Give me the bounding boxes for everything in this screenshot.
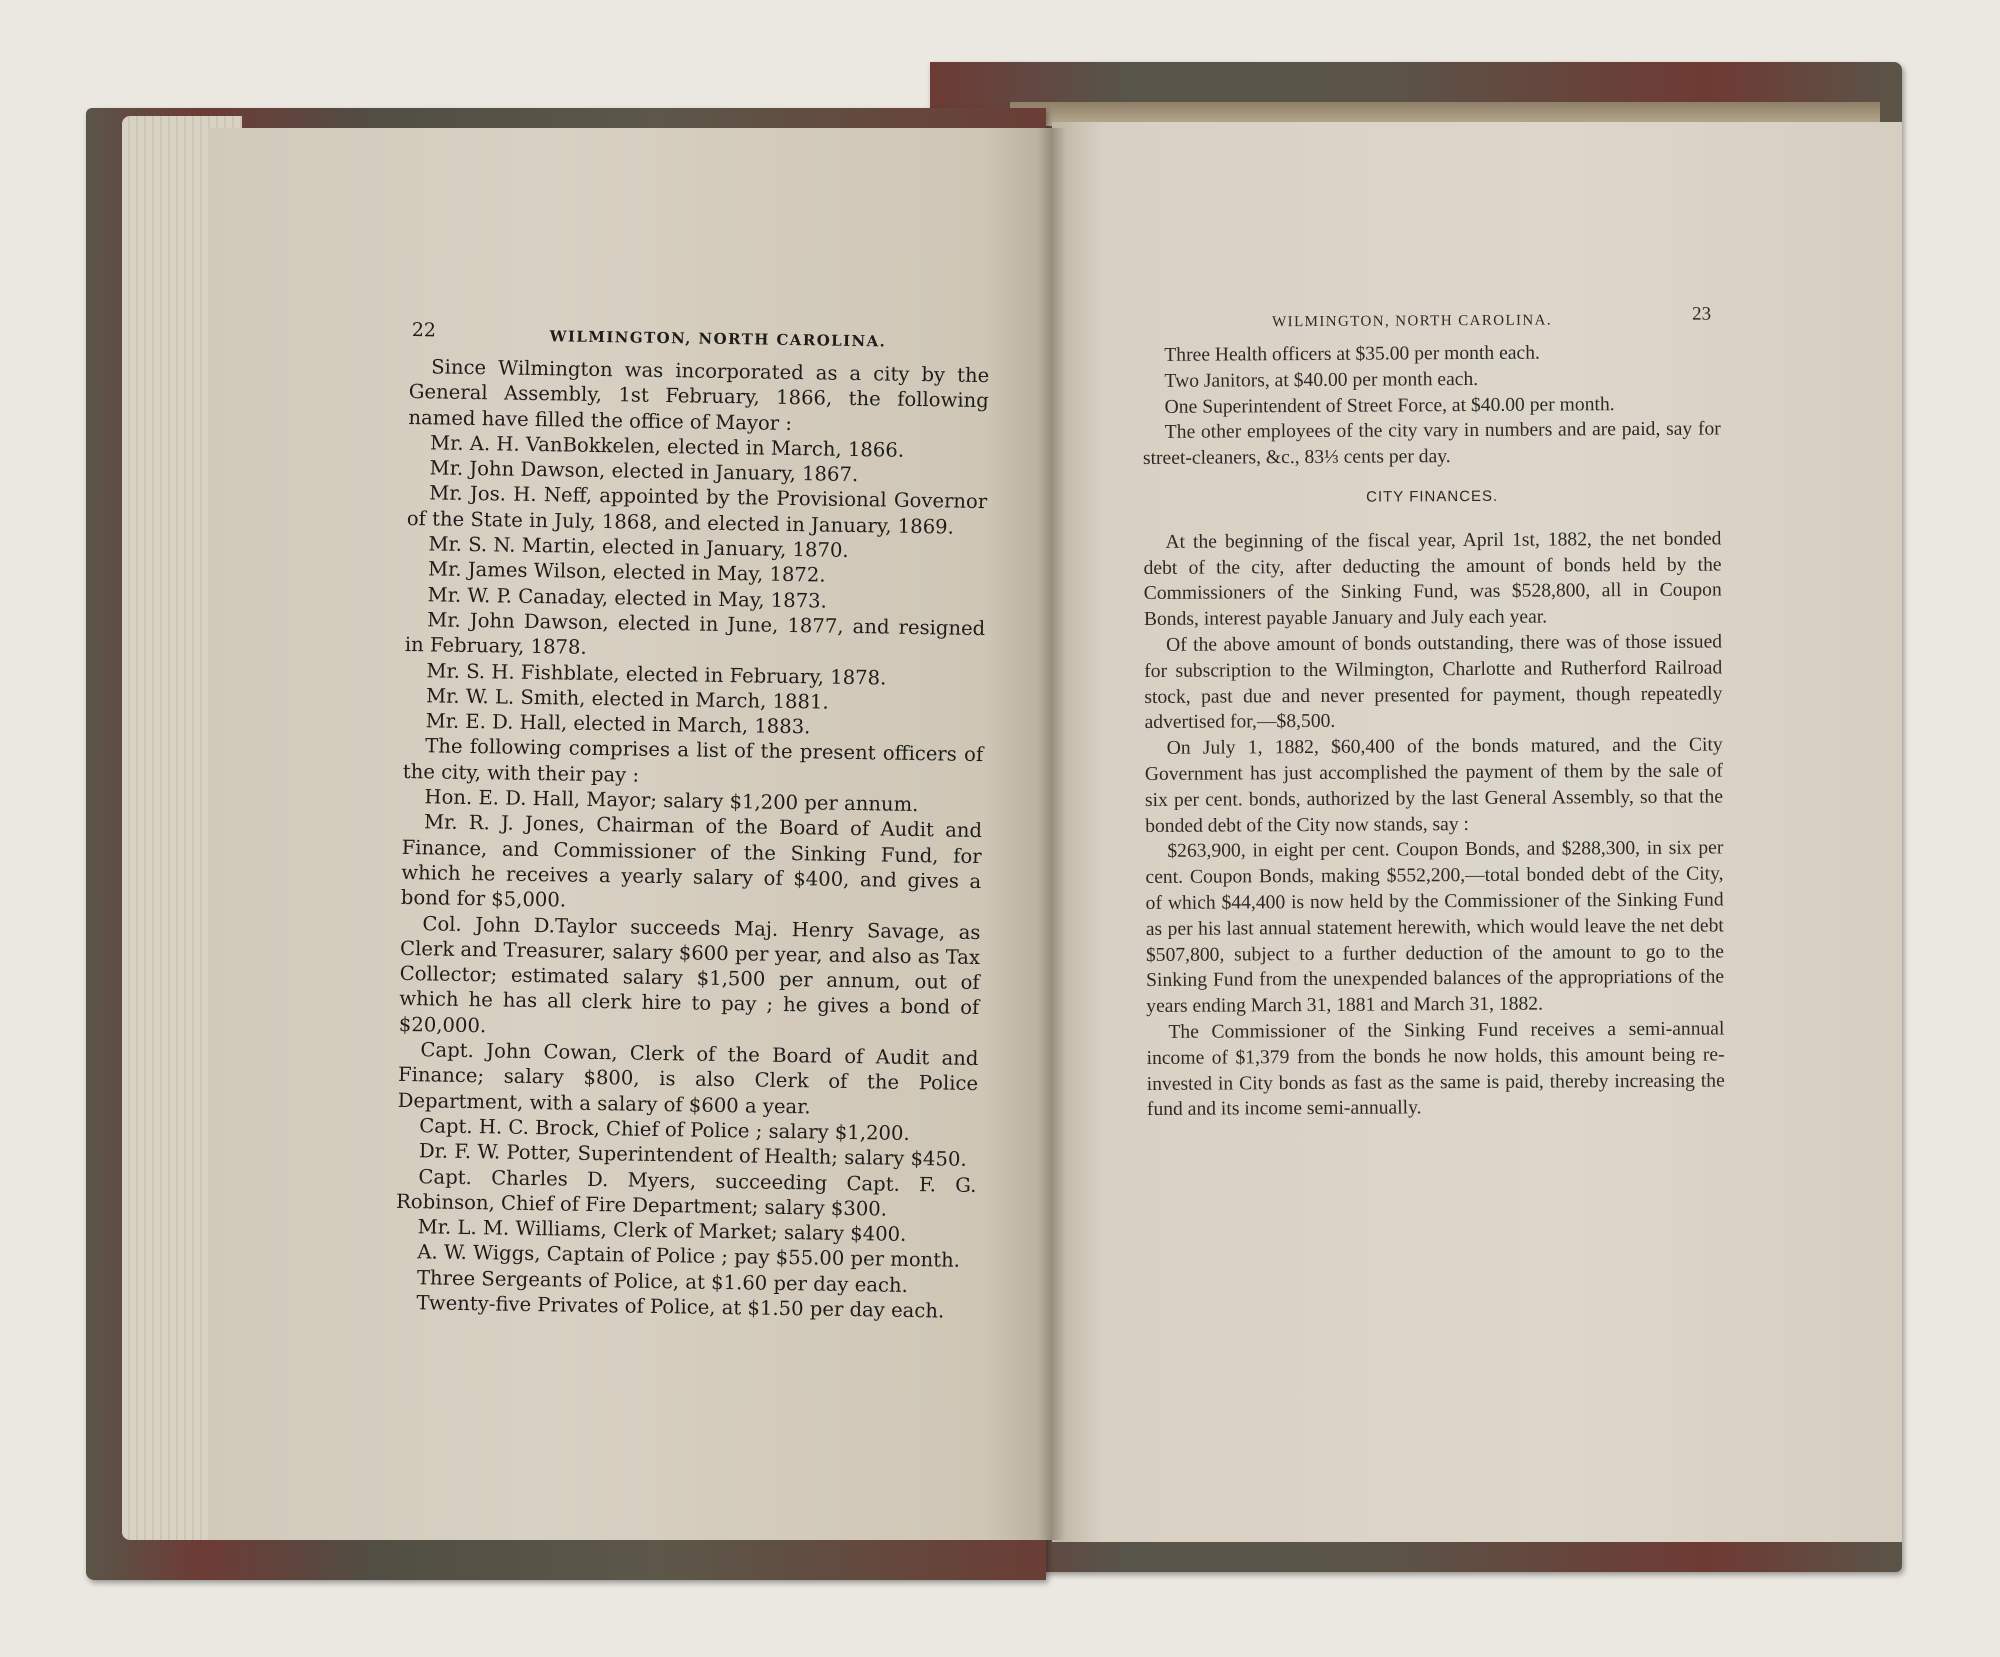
paragraph: Mr. John Dawson, elected in June, 1877, and resigned in February, 1878.	[404, 608, 986, 660]
paragraph: Mr. A. H. VanBokkelen, elected in March, 1866.	[429, 431, 905, 462]
paragraph: Two Janitors, at $40.00 per month each.	[1164, 368, 1479, 392]
paragraph: At the beginning of the fiscal year, April 1st, 1882, the net bonded debt of the city, after deducting the amount of bonds held by the Commissioners of the Sinking Fund, was $528,800, all in Coupon Bonds, interest payable January and July each year.	[1143, 528, 1722, 631]
paragraph: Mr. Jos. H. Neff, appointed by the Provisional Governor of the State in July, 1868, and elected in January, 1869.	[406, 481, 988, 539]
running-head: WILMINGTON, NORTH CAROLINA.	[1272, 312, 1553, 331]
paragraph: One Superintendent of Street Force, at $40.00 per month.	[1164, 393, 1615, 418]
paragraph: The following comprises a list of the present officers of the city, with their pay :	[402, 734, 984, 787]
paragraph: $263,900, in eight per cent. Coupon Bonds, and $288,300, in six per cent. Coupon Bonds, making $552,200,—total bonded debt of the City, of which $44,400 is now held by the Commissioner of the Sinking Fund as per his last annual statement herewith, which would leave the net debt $507,800, subject to a further deduction of the amount to go to the Sinking Fund from the unexpended balances of the appropriations of the years ending March 31, 1881 and March 31, 1882.	[1145, 837, 1725, 1018]
paragraph: Since Wilmington was incorporated as a city by the General Assembly, 1st February, 1866, the following named have filled the office of Mayor :	[408, 355, 990, 435]
page-number: 23	[1691, 303, 1712, 325]
running-head: WILMINGTON, NORTH CAROLINA.	[549, 327, 887, 351]
right-page-body-top	[1142, 339, 1721, 472]
paragraph: On July 1, 1882, $60,400 of the bonds matured, and the City Government has just accomplished the payment of them by the sale of six per cent. bonds, authorized by the last General Assembly, so that the bonded debt of the City now stands, say :	[1144, 734, 1724, 837]
page-number: 22	[411, 319, 437, 342]
right-page-text	[1142, 303, 1725, 1123]
paragraph: Three Sergeants of Police, at $1.60 per day each.	[416, 1265, 908, 1297]
right-page-header	[1142, 303, 1720, 343]
paragraph: Col. John D.Taylor succeeds Maj. Henry Savage, as Clerk and Treasurer, salary $600 per year, and also as Tax Collector; estimated salary $1,500 per annum, out of which he has all clerk hire to pay ; he gives a bond of $20,000.	[398, 911, 981, 1038]
paragraph: Mr. W. P. Canaday, elected in May, 1873.	[427, 582, 828, 613]
paragraph: Twenty-five Privates of Police, at $1.50 per day each.	[416, 1291, 945, 1323]
paragraph: Mr. W. L. Smith, elected in March, 1881.	[425, 684, 829, 714]
paragraph: Mr. L. M. Williams, Clerk of Market; salary $400.	[417, 1215, 907, 1247]
paragraph: Mr. E. D. Hall, elected in March, 1883.	[425, 709, 811, 739]
paragraph: The Commissioner of the Sinking Fund receives a semi-annual income of $1,379 from the bonds he now holds, this amount being re-invested in City bonds as fast as the same is paid, thereby increasing the fund and its income semi-annually.	[1146, 1018, 1725, 1121]
paragraph: Three Health officers at $35.00 per month each.	[1164, 342, 1540, 366]
left-page-body	[394, 354, 989, 1324]
paragraph: Mr. S. N. Martin, elected in January, 1870.	[428, 532, 849, 562]
paragraph: Dr. F. W. Potter, Superintendent of Health; salary $450.	[418, 1139, 967, 1172]
paragraph: Of the above amount of bonds outstanding, there was of those issued for subscription to the Wilmington, Charlotte and Rutherford Railroad stock, past due and never presented for payment, though repeatedly advertised for,—$8,500.	[1144, 631, 1723, 734]
paragraph: Mr. James Wilson, elected in May, 1872.	[427, 557, 826, 587]
left-page-text	[394, 318, 990, 1324]
paragraph: The other employees of the city vary in numbers and are paid, say for street-cleaners, &c., 83⅓ cents per day.	[1142, 418, 1721, 470]
right-page-body	[1143, 526, 1725, 1123]
book-gutter	[1038, 128, 1066, 1540]
paragraph: Mr. R. J. Jones, Chairman of the Board of Audit and Finance, and Commissioner of the Sinking Fund, for which he receives a yearly salary of $400, and gives a bond for $5,000.	[400, 810, 983, 912]
section-heading: CITY FINANCES.	[1366, 487, 1499, 506]
paragraph: Capt. H. C. Brock, Chief of Police ; salary $1,200.	[419, 1114, 910, 1145]
paragraph: A. W. Wiggs, Captain of Police ; pay $55.00 per month.	[417, 1240, 961, 1273]
paragraph: Hon. E. D. Hall, Mayor; salary $1,200 per annum.	[424, 785, 919, 817]
paragraph: Mr. S. H. Fishblate, elected in February, 1878.	[426, 658, 887, 690]
paragraph: Capt. Charles D. Myers, succeeding Capt. F. G. Robinson, Chief of Fire Department; salary $300.	[395, 1164, 977, 1221]
paragraph: Mr. John Dawson, elected in January, 1867.	[429, 456, 859, 487]
paragraph: Capt. John Cowan, Clerk of the Board of Audit and Finance; salary $800, is also Clerk of the Police Department, with a salary of $600 a year.	[397, 1038, 979, 1118]
